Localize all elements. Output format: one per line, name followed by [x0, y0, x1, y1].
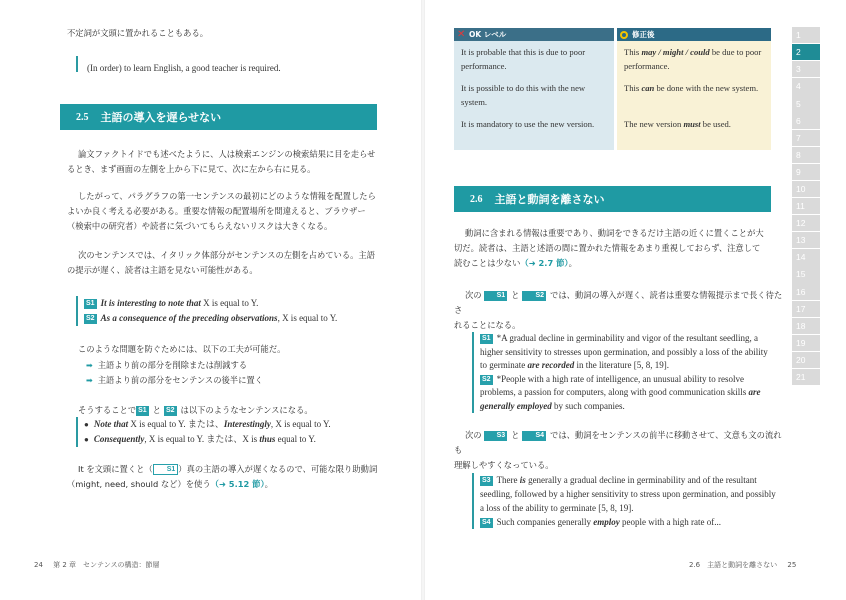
intro-example-text: (In order) to learn English, a good teacher is required.: [87, 63, 281, 73]
chapter-tab-15[interactable]: 15: [792, 266, 820, 282]
ex2-text-1: X is equal to Y. または、: [128, 419, 224, 429]
tip-text: 主語より前の部分を削除または削減する: [97, 360, 248, 370]
ex2-italic-4: thus: [259, 434, 276, 444]
example-r-s3: [480, 473, 777, 515]
r-para2-mid: と: [511, 290, 520, 300]
r-s1-last-post: in the literature [5, 8, 19].: [574, 360, 669, 370]
paragraph-3: [67, 248, 377, 278]
s2-tag: S2: [482, 375, 491, 383]
bad-sentence-3: It is mandatory to use the new version.: [461, 119, 595, 129]
para6-post: ）真の主語の導入が遅くなるので、可能な限り助動詞: [178, 464, 378, 474]
chapter-tab-5[interactable]: 5: [792, 95, 820, 111]
example2-line1: [84, 417, 331, 432]
r-s2-line2: problems, a passion for computers, along with good communication skills: [480, 387, 749, 397]
chapter-tab-18[interactable]: 18: [792, 318, 820, 334]
good2-post: be done with the new system.: [654, 83, 759, 93]
s3-tag: S3: [482, 477, 491, 484]
r-s1-last-pre: to germinate: [480, 360, 528, 370]
paragraph-r2: [454, 288, 784, 333]
cross-reference-link[interactable]: （➜ 5.12 節）: [210, 479, 265, 489]
r-s4-em: employ: [593, 517, 620, 527]
ok-level-header: [454, 28, 614, 41]
revised-body: [617, 41, 771, 135]
ex2-italic-2: Interestingly: [223, 419, 271, 429]
ex2-text-4: equal to Y.: [275, 434, 316, 444]
chapter-tab-14[interactable]: 14: [792, 249, 820, 265]
r-para1-line3: 読むことは少ない: [454, 258, 521, 268]
chapter-tab-13[interactable]: 13: [792, 232, 820, 248]
paragraph-5: [78, 403, 313, 418]
para2-line1: したがって、パラグラフの第一センテンスの最初にどのような情報を配置したら: [78, 191, 376, 201]
good1-post: be due to poor performance.: [624, 47, 762, 71]
s2-rest: , X is equal to Y.: [277, 313, 338, 323]
ex2-italic-1: Note that: [93, 419, 129, 429]
para2-line3: （検索中の研究者）や読者に気づいてもらえないリスクは大きくなる。: [67, 221, 333, 231]
section-title: 主語の導入を遅らせない: [100, 111, 222, 124]
chapter-tab-3[interactable]: 3: [792, 61, 820, 77]
r-s1-last-em: are recorded: [527, 360, 575, 370]
r-s3-em: is: [519, 475, 526, 485]
s1-tag-outline: S1: [153, 464, 179, 475]
revised-column: [617, 28, 771, 150]
chapter-tab-17[interactable]: 17: [792, 301, 820, 317]
right-page: [423, 0, 846, 600]
chapter-tab-10[interactable]: 10: [792, 181, 820, 197]
chapter-tab-21[interactable]: 21: [792, 369, 820, 385]
tips-list: [86, 358, 263, 388]
r-para2-pre: 次の: [465, 290, 482, 300]
s1-rest: X is equal to Y.: [200, 298, 259, 308]
para6-pre: It を文頭に置くと（: [78, 464, 153, 474]
paragraph-6: [67, 462, 382, 492]
para6-line2: （might, need, should など）を使う: [67, 479, 211, 489]
paragraph-r3: [454, 428, 784, 473]
para3-line2: の提示が遅く、読者は主語を見ない可能性がある。: [67, 265, 258, 275]
r-para3-pre: 次の: [465, 430, 482, 440]
s1-tag: S1: [484, 291, 508, 301]
bullet-icon: ●: [84, 420, 89, 429]
x-mark-icon: ✕: [457, 29, 466, 40]
r-s4-pre: Such companies generally: [496, 517, 594, 527]
example-r-s2: [480, 373, 777, 414]
ok-level-label: OK レベル: [469, 30, 507, 39]
chapter-tab-8[interactable]: 8: [792, 147, 820, 163]
s1-tag: S1: [482, 335, 491, 342]
circle-mark-icon: [620, 31, 628, 39]
ok-level-column: [454, 28, 614, 150]
good1-em: may / might / could: [641, 47, 710, 57]
arrow-icon: ➡: [86, 376, 93, 385]
para5-pre: そうすることで: [78, 405, 137, 415]
para5-mid: と: [152, 405, 161, 415]
r-s2-last-em: generally employed: [480, 400, 552, 411]
right-footer: [689, 560, 796, 570]
ex2-italic-3: Consequently: [93, 434, 145, 444]
r-para3-line2: 理解しやすくなっている。: [454, 460, 554, 470]
example2-line2: [84, 432, 331, 447]
s1-tag: S1: [138, 407, 147, 414]
ex2-text-3: , X is equal to Y. または、X is: [144, 434, 260, 444]
chapter-tab-9[interactable]: 9: [792, 164, 820, 180]
s4-tag: S4: [482, 519, 491, 526]
section-header-2-5: [60, 104, 377, 130]
revised-label: 修正後: [632, 30, 655, 39]
chapter-tab-19[interactable]: 19: [792, 335, 820, 351]
good-sentence-2: [624, 75, 764, 111]
paragraph-4: このような問題を防ぐためには、以下の工夫が可能だ。: [78, 344, 286, 354]
r-para1-line2: 切だ。読者は、主語と述語の間に置かれた情報をあまり重視しておらず、注意して: [454, 243, 761, 253]
para1-line2: るとき、まず画面の左側を上から下に見て、次に左から右に見る。: [67, 164, 316, 174]
good3-post: be used.: [700, 119, 731, 129]
chapter-tab-2[interactable]: 2: [792, 44, 820, 60]
chapter-tab-16[interactable]: 16: [792, 283, 820, 299]
para5-post: は以下のようなセンテンスになる。: [180, 405, 313, 415]
chapter-tabs: [792, 27, 820, 386]
good1-pre: This: [624, 47, 642, 57]
left-footer: [34, 560, 160, 570]
ok-level-body: [454, 41, 614, 135]
chapter-tab-20[interactable]: 20: [792, 352, 820, 368]
example-s1: [84, 296, 337, 311]
tip-text: 主語より前の部分をセンテンスの後半に置く: [97, 375, 263, 385]
chapter-tab-1[interactable]: 1: [792, 27, 820, 43]
r-para3-post: では、動詞をセンテンスの前半に移動させて、文意も文の流れも: [454, 430, 782, 455]
r-para3-mid: と: [511, 430, 520, 440]
example-box-r1: [472, 332, 777, 413]
page-number-right: 25: [787, 561, 797, 569]
running-head-left: 第 2 章 センテンスの構造：節層: [53, 561, 160, 569]
running-head-right: 2.6 主語と動詞を離さない: [689, 561, 778, 569]
chapter-tab-7[interactable]: 7: [792, 130, 820, 146]
chapter-tab-4[interactable]: 4: [792, 78, 820, 94]
bad-sentence-2: It is possible to do this with the new system.: [461, 83, 586, 107]
paragraph-2: [67, 189, 377, 234]
bullet-icon: ●: [84, 435, 89, 444]
revised-header: [617, 28, 771, 41]
section-number: 2.5: [76, 111, 89, 123]
chapter-tab-11[interactable]: 11: [792, 198, 820, 214]
tip-item: [86, 373, 263, 388]
r-para1-line1: 動詞に含まれる情報は重要であり、動詞をできるだけ主語の近くに置くことが大: [465, 228, 764, 238]
s1-italic: It is interesting to note that: [100, 298, 201, 308]
good3-pre: The new version: [624, 119, 684, 129]
good-sentence-3: [624, 111, 764, 131]
example-box-2: [76, 417, 331, 447]
good3-em: must: [683, 119, 701, 129]
cross-reference-link[interactable]: （➜ 2.7 節）: [520, 258, 569, 268]
r-s3-line2: seedling, followed by a higher sensitivity to stress upon germination, and possibly: [480, 489, 776, 499]
arrow-icon: ➡: [86, 361, 93, 370]
s2-tag: S2: [165, 407, 175, 414]
page-number-left: 24: [34, 561, 43, 569]
chapter-tab-6[interactable]: 6: [792, 112, 820, 128]
para3-line1: 次のセンテンスでは、イタリック体部分がセンテンスの左側を占めている。主語: [78, 250, 376, 260]
example-s2: [84, 311, 337, 326]
r-para2-line2: れることになる。: [454, 320, 521, 330]
r-s3-pre: There: [496, 475, 520, 485]
s2-tag: S2: [522, 291, 546, 301]
comparison-table: [454, 28, 791, 150]
tip-item: [86, 358, 263, 373]
r-s4-post: people with a high rate of...: [619, 517, 722, 527]
chapter-tab-12[interactable]: 12: [792, 215, 820, 231]
section-header-2-6: [454, 186, 771, 212]
r-s3-post: generally a gradual decline in germinability and of the resultant: [525, 475, 757, 485]
s3-tag: S3: [484, 431, 508, 441]
r-s2-last-post: by such companies.: [551, 400, 625, 411]
example-box-1: [76, 296, 337, 326]
r-para2-post: では、動詞の導入が遅く、読者は重要な情報提示まで長く待たさ: [454, 290, 783, 315]
s2-tag: S2: [86, 315, 95, 322]
example-r-s4: [480, 515, 777, 529]
para1-line1: 論文ファクトイドでも述べたように、人は検索エンジンの検索結果に目を走らせ: [78, 149, 376, 159]
r-s2-em1: are: [748, 387, 761, 397]
paragraph-r1: [454, 226, 784, 271]
section-title: 主語と動詞を離さない: [494, 193, 605, 206]
r-s1-line2: higher sensitivity to stresses upon germination, and possibly a loss of the ability: [480, 346, 768, 357]
good2-pre: This: [624, 83, 642, 93]
para2-line2: よいか良く考える必要がある。重要な情報の配置場所を間違えると、ブラウザー: [67, 206, 366, 216]
intro-line: 不定詞が文頭に置かれることもある。: [67, 28, 209, 38]
s4-tag: S4: [522, 431, 546, 441]
r-s3-line3: a loss of the ability to germinate [5, 8, 19].: [480, 503, 634, 513]
section-number: 2.6: [470, 193, 483, 205]
r-s2-line1: *People with a high rate of intelligence, an unusual ability to resolve: [496, 373, 744, 384]
paragraph-1: [67, 147, 377, 177]
good2-em: can: [641, 83, 655, 93]
s2-italic: As a consequence of the preceding observations: [100, 313, 278, 323]
r-s1-line1: *A gradual decline in germinability and vigor of the resultant seedling, a: [496, 333, 758, 343]
bad-sentence-1: It is probable that this is due to poor performance.: [461, 47, 586, 71]
good-sentence-1: [624, 45, 764, 75]
para6-end: 。: [264, 479, 273, 489]
intro-example: [76, 56, 281, 72]
example-box-r2: [472, 473, 777, 529]
ex2-text-2: , X is equal to Y.: [270, 419, 331, 429]
s1-tag: S1: [86, 300, 95, 307]
r-para1-end: 。: [568, 258, 577, 268]
example-r-s1: [480, 332, 777, 373]
